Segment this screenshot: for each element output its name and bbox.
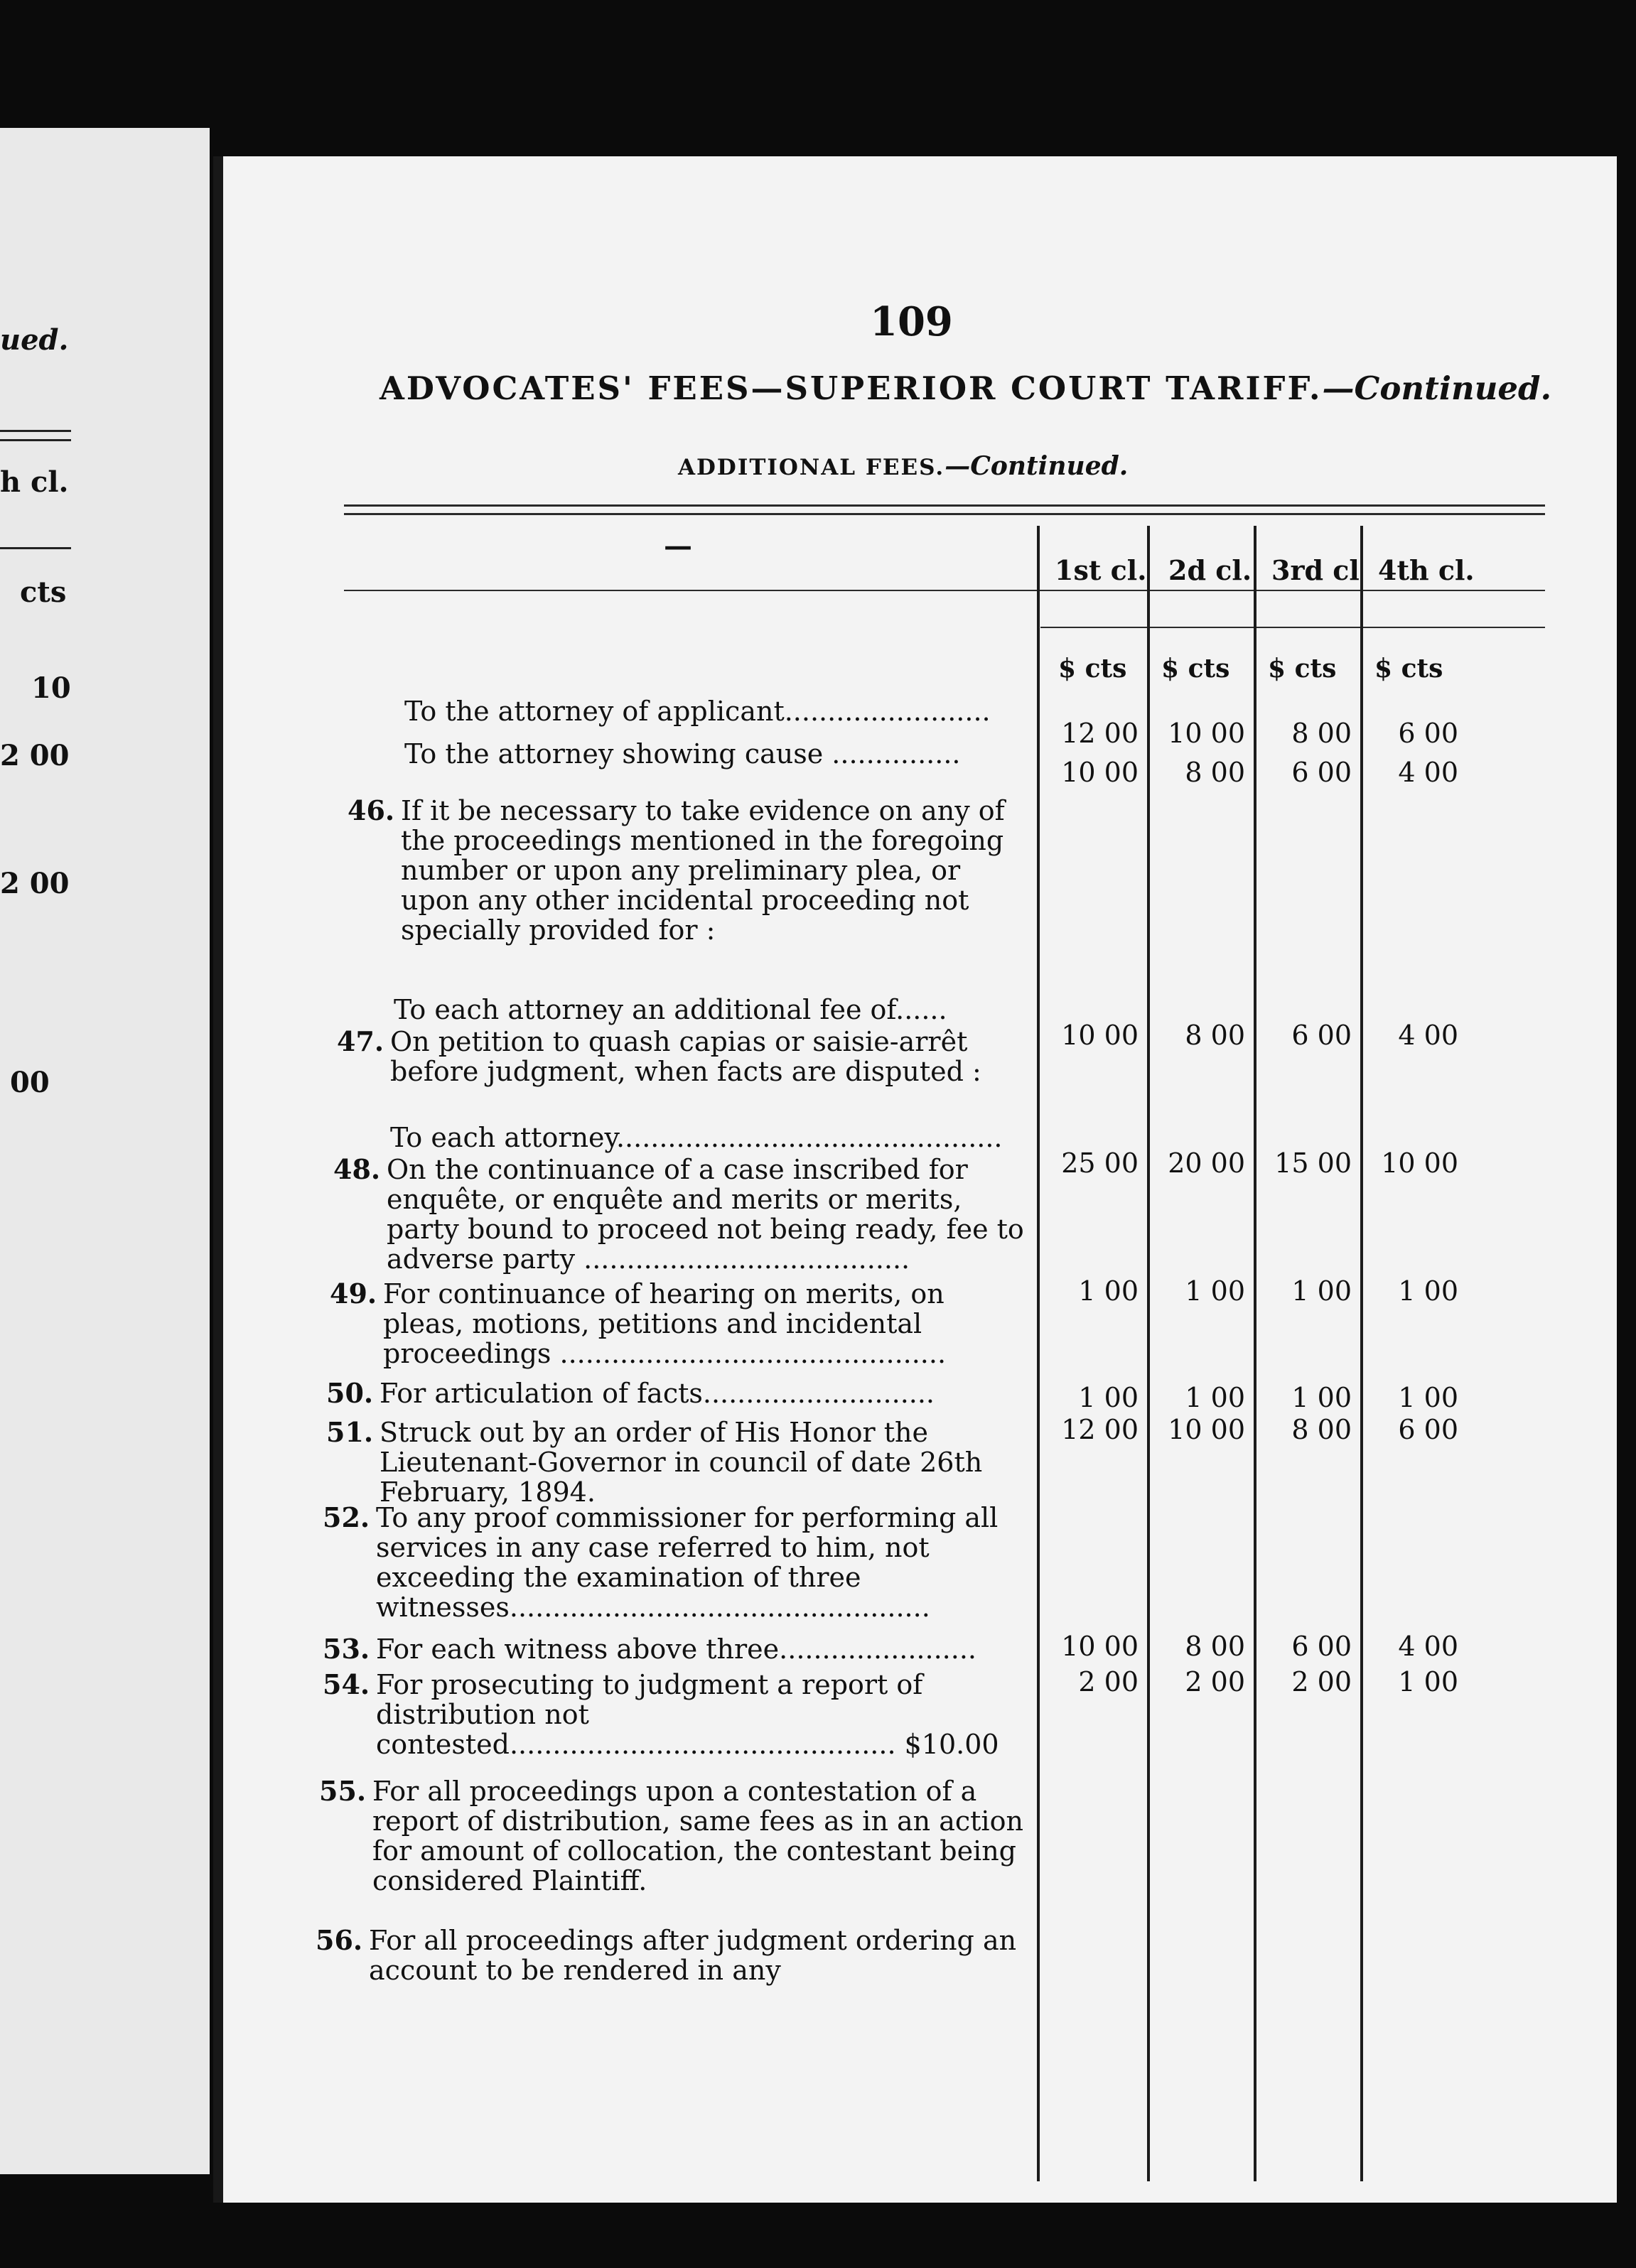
column-header-rule xyxy=(1040,627,1545,628)
fee-amount-2: 8 00 xyxy=(1185,757,1245,788)
section-subtitle xyxy=(678,451,1128,481)
fee-amount-2: 2 00 xyxy=(1185,1666,1245,1697)
subtitle-continued: —Continued. xyxy=(945,451,1129,481)
fee-item-50 xyxy=(326,1378,1030,1408)
fee-row-text: To each attorney an additional fee of...... xyxy=(394,994,947,1025)
units-1: $ cts xyxy=(1058,654,1127,684)
fee-item-55 xyxy=(319,1776,1030,1896)
item-text: For continuance of hearing on merits, on pleas, motions, petitions and incidental proceedings ............................................. xyxy=(383,1278,947,1369)
left-value: 2 00 xyxy=(0,867,70,900)
fee-amount-4: 10 00 xyxy=(1381,1148,1458,1179)
item-text: For articulation of facts........................... xyxy=(380,1378,935,1409)
units-4: $ cts xyxy=(1374,654,1443,684)
left-value: 2 00 xyxy=(0,739,70,772)
fee-amount-3: 2 00 xyxy=(1291,1666,1352,1697)
col-head-3: 3rd cl xyxy=(1271,554,1360,586)
fee-amount-4: 1 00 xyxy=(1398,1666,1458,1697)
units-2: $ cts xyxy=(1161,654,1230,684)
fee-amount-2: 8 00 xyxy=(1185,1631,1245,1662)
left-rule xyxy=(0,439,71,441)
fee-amount-3: 6 00 xyxy=(1291,757,1352,788)
fee-amount-4: 4 00 xyxy=(1398,1020,1458,1051)
item-text: On the continuance of a case inscribed for enquête, or enquête and merits or merits, party bound to proceed not being ready, fee to adverse party ...................................... xyxy=(387,1154,1024,1275)
col-head-2: 2d cl. xyxy=(1168,554,1252,586)
col-head-4: 4th cl. xyxy=(1378,554,1475,586)
item-number: 46. xyxy=(348,794,395,826)
page-number: 109 xyxy=(870,298,953,345)
item-text: For all proceedings upon a contestation of a report of distribution, same fees as in an action for amount of collocation, the contestant being considered Plaintiff. xyxy=(372,1776,1023,1896)
fee-amount-1: 2 00 xyxy=(1078,1666,1139,1697)
fee-amount-4: 1 00 xyxy=(1398,1275,1458,1307)
fee-amount-4: 4 00 xyxy=(1398,1631,1458,1662)
fee-item-52 xyxy=(323,1503,1030,1622)
fee-row-text: To the attorney showing cause ............... xyxy=(404,738,961,770)
item-number: 54. xyxy=(323,1668,370,1700)
fee-amount-3: 15 00 xyxy=(1274,1148,1352,1179)
item-number: 56. xyxy=(316,1924,363,1956)
item-text: Struck out by an order of His Honor the Lieutenant-Governor in council of date 26th February, 1894. xyxy=(380,1417,983,1508)
fee-amount-1: 10 00 xyxy=(1061,1631,1139,1662)
page-title-text: ADVOCATES' FEES—SUPERIOR COURT TARIFF. xyxy=(380,369,1323,407)
left-value: 00 xyxy=(10,1066,50,1099)
left-page-fragment xyxy=(0,128,210,2174)
fee-item-49 xyxy=(330,1279,1030,1368)
column-header-rule xyxy=(344,590,1545,591)
header-dash: — xyxy=(664,529,692,563)
fee-item-46 xyxy=(348,796,1030,945)
fee-amount-2: 20 00 xyxy=(1168,1148,1245,1179)
fee-amount-3: 6 00 xyxy=(1291,1631,1352,1662)
item-number: 52. xyxy=(323,1501,370,1533)
page-title xyxy=(380,369,1551,407)
item-number: 49. xyxy=(330,1278,377,1310)
left-rule xyxy=(0,430,71,432)
fee-amount-1: 10 00 xyxy=(1061,757,1139,788)
fee-amount-4: 6 00 xyxy=(1398,718,1458,749)
item-number: 50. xyxy=(326,1377,374,1409)
main-page xyxy=(213,156,1617,2203)
left-col-head: h cl. xyxy=(0,465,69,499)
item-text: To any proof commissioner for performing all services in any case referred to him, not exceeding the examination of three witnesses................................................. xyxy=(376,1502,999,1623)
col-head-1: 1st cl. xyxy=(1055,554,1147,586)
item-number: 55. xyxy=(319,1775,367,1807)
fee-amount-3: 8 00 xyxy=(1291,718,1352,749)
fee-row xyxy=(394,995,1030,1025)
subtitle-text: ADDITIONAL FEES. xyxy=(678,455,945,480)
fee-item-48 xyxy=(333,1155,1030,1274)
fee-amount-4: 6 00 xyxy=(1398,1414,1458,1445)
fee-amount-3: 1 00 xyxy=(1291,1382,1352,1413)
fee-row xyxy=(390,1123,1030,1152)
page-title-continued: —Continued. xyxy=(1322,369,1552,407)
fee-amount-3: 1 00 xyxy=(1291,1275,1352,1307)
fee-row-text: To the attorney of applicant........................ xyxy=(404,696,991,727)
fee-amount-1: 10 00 xyxy=(1061,1020,1139,1051)
fee-amount-1: 1 00 xyxy=(1078,1275,1139,1307)
fee-amount-1: 12 00 xyxy=(1061,1414,1139,1445)
fee-amount-1: 1 00 xyxy=(1078,1382,1139,1413)
fee-amount-1: 12 00 xyxy=(1061,718,1139,749)
fee-item-54 xyxy=(323,1670,1030,1759)
header-rule xyxy=(344,513,1545,515)
fee-amount-3: 6 00 xyxy=(1291,1020,1352,1051)
item-text: For prosecuting to judgment a report of distribution not contested............................................. $10.00 xyxy=(376,1669,999,1760)
fee-amount-3: 8 00 xyxy=(1291,1414,1352,1445)
fee-item-51 xyxy=(326,1418,1030,1507)
fee-row xyxy=(404,739,1030,769)
item-text: For all proceedings after judgment ordering an account to be rendered in any xyxy=(369,1925,1017,1986)
units-3: $ cts xyxy=(1268,654,1337,684)
fee-amount-2: 1 00 xyxy=(1185,1275,1245,1307)
item-text: On petition to quash capias or saisie-arrêt before judgment, when facts are disputed : xyxy=(390,1026,981,1087)
item-number: 51. xyxy=(326,1416,374,1448)
fee-amount-2: 10 00 xyxy=(1168,718,1245,749)
item-text: For each witness above three....................... xyxy=(376,1634,976,1665)
fee-row xyxy=(404,696,1030,726)
header-rule xyxy=(344,504,1545,507)
left-cts: cts xyxy=(20,576,67,609)
fee-amount-4: 4 00 xyxy=(1398,757,1458,788)
fee-amount-2: 1 00 xyxy=(1185,1382,1245,1413)
fee-row-text: To each attorney............................................. xyxy=(390,1122,1003,1153)
left-continued: ued. xyxy=(0,323,69,357)
item-number: 47. xyxy=(337,1025,384,1057)
left-value: 10 xyxy=(31,671,71,705)
fee-item-53 xyxy=(323,1634,1030,1664)
fee-item-47 xyxy=(337,1027,1030,1086)
item-number: 48. xyxy=(333,1153,381,1185)
fee-amount-4: 1 00 xyxy=(1398,1382,1458,1413)
left-rule xyxy=(0,547,71,549)
item-text: If it be necessary to take evidence on any of the proceedings mentioned in the foregoing number or upon any preliminary plea, or upon any other incidental proceeding not specially provided for : xyxy=(401,795,1005,946)
item-number: 53. xyxy=(323,1633,370,1665)
fee-amount-1: 25 00 xyxy=(1061,1148,1139,1179)
fee-amount-2: 10 00 xyxy=(1168,1414,1245,1445)
fee-amount-2: 8 00 xyxy=(1185,1020,1245,1051)
fee-item-56 xyxy=(316,1926,1030,1985)
